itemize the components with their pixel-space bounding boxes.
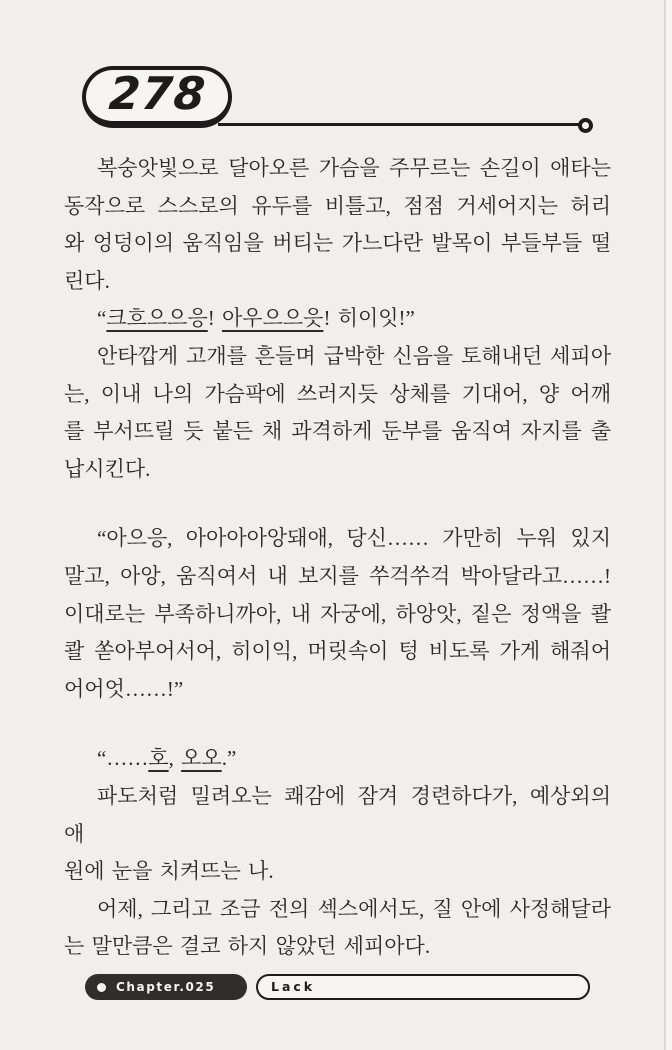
- paragraph: [64, 300, 611, 338]
- text-segment: “: [97, 306, 107, 331]
- chapter-title-label: Lack: [271, 979, 316, 994]
- text-line: 어제, 그리고 조금 전의 섹스에서도, 질 안에 사정해달라: [97, 896, 611, 921]
- text-line: 파도처럼 밀려오는 쾌감에 잠겨 경련하다가, 예상외의 애: [64, 783, 611, 846]
- text-line: 는, 이내 나의 가슴팍에 쓰러지듯 상체를 기대어, 양 어깨: [64, 381, 611, 406]
- page-number: 278: [106, 67, 208, 120]
- text-line: 납시킨다.: [64, 456, 151, 481]
- chapter-title-badge: [256, 974, 590, 1000]
- text-line: 를 부서뜨릴 듯 붙든 채 과격하게 둔부를 움직여 자지를 출: [64, 419, 611, 444]
- text-segment: “……: [97, 746, 149, 771]
- text-line: 와 엉덩이의 움직임을 버티는 가느다란 발목이 부들부들 떨: [64, 231, 611, 256]
- ring-ornament-icon: [578, 118, 593, 133]
- text-line: [64, 300, 611, 338]
- text-line: 콸 쏟아부어서어, 히이익, 머릿속이 텅 비도록 가게 해줘어: [64, 639, 611, 664]
- emphasized-text: 아우으으읏: [222, 306, 324, 331]
- emphasized-text: 호: [148, 746, 169, 771]
- text-line: 안타깝게 고개를 흔들며 급박한 신음을 토해내던 세피아: [97, 343, 611, 368]
- text-line: 린다.: [64, 268, 110, 293]
- text-segment: .”: [221, 746, 237, 771]
- chapter-label: Chapter.025: [116, 979, 216, 994]
- text-line: 이대로는 부족하니까아, 내 자궁에, 하앙앗, 짙은 정액을 콸: [64, 601, 611, 626]
- header-rule-line: [218, 123, 580, 126]
- text-block: [64, 150, 611, 966]
- page-number-badge: [82, 66, 232, 128]
- text-line: 어어엇……!”: [64, 676, 184, 701]
- paragraph: [64, 520, 611, 708]
- text-segment: !: [207, 306, 223, 331]
- text-segment: ! 히이잇!”: [323, 306, 415, 331]
- text-line: 원에 눈을 치켜뜨는 나.: [64, 859, 274, 884]
- text-line: “아으응, 아아아아앙돼애, 당신…… 가만히 누워 있지: [97, 526, 611, 551]
- chapter-badge: [85, 974, 247, 1000]
- paragraph: [64, 891, 611, 966]
- text-line: 복숭앗빛으로 달아오른 가슴을 주무르는 손길이 애타는: [97, 156, 611, 180]
- page-edge-highlight: [666, 0, 672, 1050]
- text-segment: ,: [168, 746, 182, 771]
- text-line: 는 말만큼은 결코 하지 않았던 세피아다.: [64, 934, 431, 959]
- bullet-dot-icon: [97, 983, 106, 992]
- emphasized-text: 오오: [181, 746, 222, 771]
- paragraph: [64, 338, 611, 488]
- text-line: 동작으로 스스로의 유두를 비틀고, 점점 거세어지는 허리: [64, 193, 611, 218]
- emphasized-text: 크흐으으응: [106, 306, 208, 331]
- page-edge-shadow: [664, 0, 666, 1050]
- paragraph: [64, 778, 611, 891]
- paragraph: [64, 150, 611, 300]
- text-line: 말고, 아앙, 움직여서 내 보지를 쑤걱쑤걱 박아달라고……!: [64, 563, 611, 588]
- paragraph: [64, 740, 611, 778]
- page-footer: [85, 974, 590, 1000]
- text-line: [64, 740, 611, 778]
